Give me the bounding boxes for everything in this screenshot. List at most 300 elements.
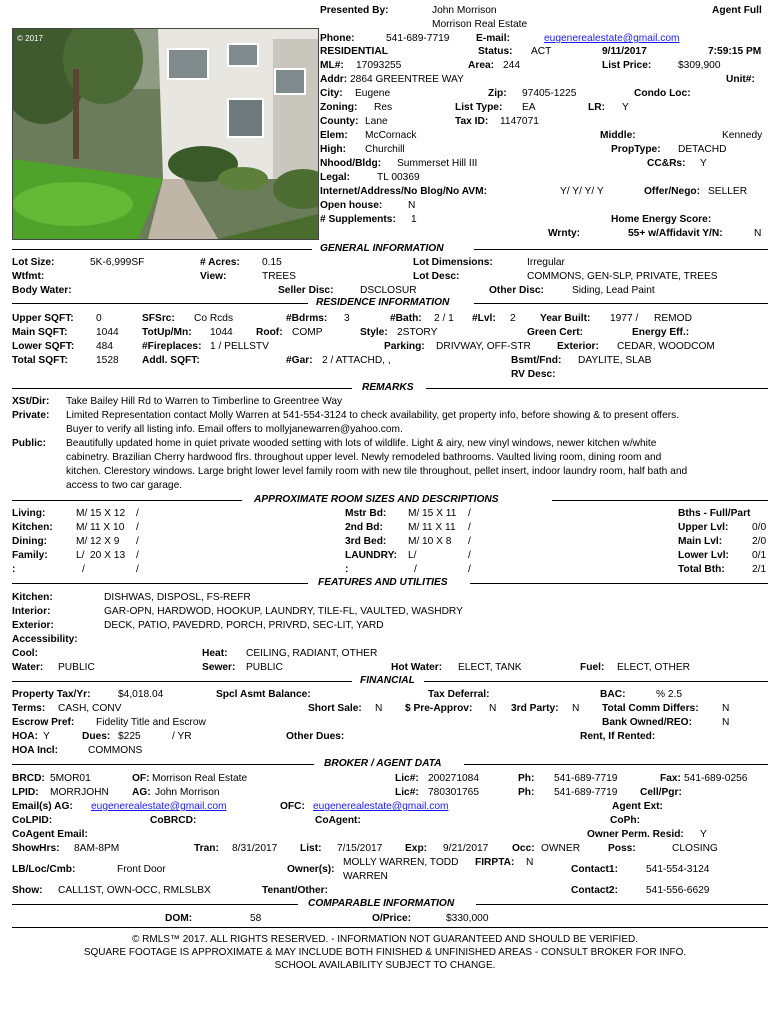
brcd-value: 5MOR01 [50,773,91,784]
section-title-remarks: REMARKS [362,382,414,393]
owners-value-line1: MOLLY WARREN, TODD [343,857,459,868]
room-level: M/ [76,522,88,533]
room-slash: / [468,522,471,533]
section-features [12,577,768,589]
cool-label: Cool: [12,648,39,659]
legal-value: TL 00369 [377,172,420,183]
fuel-value: ELECT, OTHER [617,662,691,673]
county-label: County: [320,116,359,127]
year-built-value: 1977 / [610,313,639,324]
section-comparable [12,898,768,910]
fireplaces-value: 1 / PELLSTV [210,341,269,352]
phone-label: Phone: [320,33,355,44]
bath-level-label: Upper Lvl: [678,522,729,533]
ccrs-value: Y [700,158,707,169]
zoning-value: Res [374,102,393,113]
upper-sqft-label: Upper SQFT: [12,313,74,324]
room-label: Mstr Bd: [345,508,387,519]
middle-value: Kennedy [722,130,763,141]
agent-value: John Morrison [155,787,220,798]
escrow-pref-value: Fidelity Title and Escrow [96,717,206,728]
room-level: / [414,564,417,575]
bath-level-value: 2/1 [752,564,767,575]
internet-value: Y/ Y/ Y/ Y [560,186,604,197]
heat-label: Heat: [202,648,228,659]
room-size: 12 X 9 [90,536,120,547]
total-sqft-label: Total SQFT: [12,355,68,366]
tran-value: 8/31/2017 [232,843,278,854]
water-label: Water: [12,662,44,673]
ofc-email-label: OFC: [280,801,305,812]
cell-label: Cell/Pgr: [640,787,682,798]
listing-type: RESIDENTIAL [320,46,388,57]
contact2-label: Contact2: [571,885,618,896]
short-sale-value: N [375,703,383,714]
area-value: 244 [503,60,520,71]
main-sqft-value: 1044 [96,327,119,338]
room-label: : [12,564,16,575]
bath-level-label: Total Bth: [678,564,725,575]
hoa-incl-label: HOA Incl: [12,745,59,756]
addr-value: 2864 GREENTREE WAY [350,74,464,85]
bath-level-value: 0/0 [752,522,767,533]
property-tax-label: Property Tax/Yr: [12,689,91,700]
xst-value: Take Bailey Hill Rd to Warren to Timberline to Greentree Way [66,396,343,407]
lr-value: Y [622,102,629,113]
rv-desc-label: RV Desc: [511,369,556,380]
bath-level-label: Main Lvl: [678,536,723,547]
hot-water-label: Hot Water: [391,662,443,673]
room-slash: / [468,564,471,575]
private-label: Private: [12,410,50,421]
kitchen-features-value: DISHWAS, DISPOSL, FS-REFR [104,592,251,603]
internet-label: Internet/Address/No Blog/No AVM: [320,186,487,197]
room-label: Kitchen: [12,522,53,533]
owners-label: Owner(s): [287,864,335,875]
other-disc-label: Other Disc: [489,285,544,296]
parking-value: DRIVWAY, OFF-STR [436,341,531,352]
list-price-label: List Price: [602,60,652,71]
section-title-rooms: APPROXIMATE ROOM SIZES AND DESCRIPTIONS [254,494,499,505]
list-date-value: 7/15/2017 [337,843,383,854]
status-label: Status: [478,46,513,57]
footer-divider [12,927,768,928]
phone-value: 541-689-7719 [386,33,450,44]
bath-level-value: 2/0 [752,536,767,547]
dom-label: DOM: [165,913,193,924]
section-financial [12,675,768,687]
garage-label: #Gar: [286,355,313,366]
room-label: 2nd Bd: [345,522,383,533]
section-residence [12,297,768,309]
view-value: TREES [262,271,296,282]
sewer-value: PUBLIC [246,662,283,673]
middle-label: Middle: [600,130,636,141]
lpid-label: LPID: [12,787,39,798]
oprice-label: O/Price: [372,913,412,924]
bath-level-label: Lower Lvl: [678,550,729,561]
zip-value: 97405-1225 [522,88,577,99]
room-size: 15 X 12 [90,508,126,519]
sfsrc-label: SFSrc: [142,313,175,324]
room-level: L/ [76,550,85,561]
lb-label: LB/Loc/Cmb: [12,864,76,875]
list-type-label: List Type: [455,102,503,113]
zoning-label: Zoning: [320,102,358,113]
office-phone-label: Ph: [518,773,535,784]
showhrs-label: ShowHrs: [12,843,60,854]
property-tax-value: $4,018.04 [118,689,164,700]
room-level: L/ [408,550,417,561]
bath-label: #Bath: [390,313,422,324]
agent-email-label: Email(s) AG: [12,801,73,812]
exterior-features-value: DECK, PATIO, PAVEDRD, PORCH, PRIVRD, SEC-LIT, YARD [104,620,384,631]
xst-label: XSt/Dir: [12,396,50,407]
lvl-value: 2 [510,313,516,324]
bath-value: 2 / 1 [434,313,454,324]
coagent-email-label: CoAgent Email: [12,829,88,840]
energy-eff-label: Energy Eff.: [632,327,690,338]
tenant-label: Tenant/Other: [262,885,329,896]
status-value: ACT [531,46,552,57]
room-slash: / [136,564,139,575]
office-lic-label: Lic#: [395,773,419,784]
comm-differs-label: Total Comm Differs: [602,703,699,714]
short-sale-label: Short Sale: [308,703,362,714]
lvl-label: #Lvl: [472,313,496,324]
elem-value: McCornack [365,130,417,141]
seller-disc-value: DSCLOSUR [360,285,417,296]
ofc-email-link[interactable]: eugenerealestate@gmail.com [313,801,449,812]
seller-disc-label: Seller Disc: [278,285,334,296]
dues-period: / YR [172,731,192,742]
section-rooms [12,494,768,506]
lot-desc-value: COMMONS, GEN-SLP, PRIVATE, TREES [527,271,718,282]
totup-label: TotUp/Mn: [142,327,192,338]
terms-value: CASH, CONV [58,703,122,714]
main-sqft-label: Main SQFT: [12,327,68,338]
tax-id-label: Tax ID: [455,116,489,127]
proptype-label: PropType: [611,144,661,155]
comm-differs-value: N [722,703,730,714]
email-link[interactable]: eugenerealestate@gmail.com [544,33,680,44]
pre-approv-label: $ Pre-Approv: [405,703,473,714]
offer-nego-value: SELLER [708,186,748,197]
interior-features-label: Interior: [12,606,51,617]
room-size: 11 X 10 [90,522,125,533]
room-level: M/ [76,508,88,519]
section-title-comparable: COMPARABLE INFORMATION [308,898,455,909]
fax-label: Fax: [660,773,681,784]
room-label: Family: [12,550,48,561]
total-sqft-value: 1528 [96,355,119,366]
brcd-label: BRCD: [12,773,45,784]
offer-nego-label: Offer/Nego: [644,186,701,197]
room-label: Living: [12,508,46,519]
lot-size-label: Lot Size: [12,257,55,268]
bank-owned-value: N [722,717,730,728]
report-date: 9/11/2017 [602,46,647,57]
escrow-pref-label: Escrow Pref: [12,717,75,728]
lot-desc-label: Lot Desc: [413,271,460,282]
office-name: Morrison Real Estate [432,19,528,30]
addr-label: Addr: [320,74,348,85]
house-photo-illustration [13,29,318,239]
section-general [12,243,768,255]
room-label: Dining: [12,536,48,547]
kitchen-features-label: Kitchen: [12,592,53,603]
affidavit-label: 55+ w/Affidavit Y/N: [628,228,723,239]
photo-watermark: © 2017 [17,34,43,43]
sewer-label: Sewer: [202,662,236,673]
email-label: E-mail: [476,33,510,44]
exp-label: Exp: [405,843,428,854]
coagent-label: CoAgent: [315,815,361,826]
roof-label: Roof: [256,327,283,338]
room-label: LAUNDRY: [345,550,398,561]
bac-label: BAC: [600,689,626,700]
section-title-features: FEATURES AND UTILITIES [318,577,448,588]
exterior-label: Exterior: [557,341,599,352]
accessibility-label: Accessibility: [12,634,78,645]
private-remarks-line: Buyer to verify all listing info. Email offers to mollyjanewarren@yahoo.com. [66,424,403,435]
room-size: 15 X 11 [422,508,457,519]
bdrms-label: #Bdrms: [286,313,328,324]
dom-value: 58 [250,913,262,924]
tran-label: Tran: [194,843,219,854]
exterior-features-label: Exterior: [12,620,54,631]
fax-value: 541-689-0256 [684,773,748,784]
property-photo [12,28,319,240]
report-type: Agent Full [712,5,762,16]
lot-dim-value: Irregular [527,257,565,268]
tax-id-value: 1147071 [500,116,539,127]
fuel-label: Fuel: [580,662,605,673]
firpta-value: N [526,857,534,868]
agent-name: John Morrison [432,5,497,16]
section-remarks [12,382,768,394]
third-party-label: 3rd Party: [511,703,559,714]
view-label: View: [200,271,227,282]
ccrs-label: CC&Rs: [647,158,686,169]
acres-label: # Acres: [200,257,240,268]
legal-label: Legal: [320,172,351,183]
ml-value: 17093255 [356,60,402,71]
agent-phone-label: Ph: [518,787,535,798]
show-value: CALL1ST, OWN-OCC, RMLSLBX [58,885,211,896]
other-disc-value: Siding, Lead Paint [572,285,655,296]
third-party-value: N [572,703,580,714]
public-label: Public: [12,438,46,449]
section-title-financial: FINANCIAL [360,675,415,686]
tax-deferral-label: Tax Deferral: [428,689,490,700]
room-level: M/ [408,522,420,533]
section-title-general: GENERAL INFORMATION [320,243,444,254]
other-dues-label: Other Dues: [286,731,345,742]
agent-ext-label: Agent Ext: [612,801,663,812]
area-label: Area: [468,60,495,71]
bath-level-value: 0/1 [752,550,767,561]
office-code-value: Morrison Real Estate [152,773,248,784]
office-phone-value: 541-689-7719 [554,773,618,784]
owner-perm-label: Owner Perm. Resid: [587,829,684,840]
room-size: 20 X 13 [90,550,126,561]
show-label: Show: [12,885,43,896]
parking-label: Parking: [384,341,425,352]
body-water-label: Body Water: [12,285,72,296]
oprice-value: $330,000 [446,913,489,924]
room-slash: / [136,536,139,547]
list-price-value: $309,900 [678,60,721,71]
sfsrc-value: Co Rcds [194,313,234,324]
unit-label: Unit#: [726,74,755,85]
occ-label: Occ: [512,843,535,854]
year-built-label: Year Built: [540,313,591,324]
nhood-value: Summerset Hill III [397,158,478,169]
baths-title: Bths - Full/Part [678,508,751,519]
agent-label: AG: [132,787,151,798]
colpid-label: CoLPID: [12,815,53,826]
lot-size-value: 5K-6,999SF [90,257,145,268]
home-energy-label: Home Energy Score: [611,214,712,225]
room-level: M/ [408,508,420,519]
presented-by-label: Presented By: [320,5,389,16]
acres-value: 0.15 [262,257,282,268]
bdrms-value: 3 [344,313,350,324]
fireplaces-label: #Fireplaces: [142,341,202,352]
public-remarks-line: kitchen. Clerestory windows. Large bright lower level family room with new tile throughout, pellet insert, indoor laundry room, half bath and [66,466,688,477]
green-cert-label: Green Cert: [527,327,584,338]
interior-features-value: GAR-OPN, HARDWOD, HOOKUP, LAUNDRY, TILE-FL, VAULTED, WASHDRY [104,606,463,617]
contact1-label: Contact1: [571,864,618,875]
proptype-value: DETACHD [678,144,727,155]
hoa-label: HOA: [12,731,39,742]
city-value: Eugene [355,88,391,99]
room-slash: / [468,550,471,561]
county-value: Lane [365,116,388,127]
section-broker [12,758,768,770]
elem-label: Elem: [320,130,348,141]
water-value: PUBLIC [58,662,95,673]
owners-value-line2: WARREN [343,871,388,882]
hoa-value: Y [43,731,50,742]
condo-loc-label: Condo Loc: [634,88,691,99]
supplements-value: 1 [411,214,417,225]
room-slash: / [468,536,471,547]
private-remarks-line: Limited Representation contact Molly Warren at 541-554-3124 to check availability, get property info, before showing & to present offers. [66,410,680,421]
footer-school-disclaimer: SCHOOL AVAILABILITY SUBJECT TO CHANGE. [274,960,496,971]
list-date-label: List: [300,843,322,854]
open-house-label: Open house: [320,200,383,211]
cobrcd-label: CoBRCD: [150,815,197,826]
affidavit-value: N [754,228,762,239]
dues-value: $225 [118,731,141,742]
section-title-broker: BROKER / AGENT DATA [324,758,442,769]
heat-value: CEILING, RADIANT, OTHER [246,648,378,659]
room-size: 10 X 8 [422,536,452,547]
room-size: 11 X 11 [422,522,456,533]
lower-sqft-value: 484 [96,341,113,352]
agent-lic-label: Lic#: [395,787,419,798]
lower-sqft-label: Lower SQFT: [12,341,75,352]
bac-value: % 2.5 [656,689,683,700]
bsmt-label: Bsmt/Fnd: [511,355,562,366]
supplements-label: # Supplements: [320,214,396,225]
firpta-label: FIRPTA: [475,857,515,868]
bsmt-value: DAYLITE, SLAB [578,355,652,366]
poss-label: Poss: [608,843,636,854]
bank-owned-label: Bank Owned/REO: [602,717,693,728]
footer-sqft-disclaimer: SQUARE FOOTAGE IS APPROXIMATE & MAY INCLUDE BOTH FINISHED & UNFINISHED AREAS - CONSULT BROKER FOR INFO. [83,947,687,958]
lot-dim-label: Lot Dimensions: [413,257,493,268]
room-level: / [82,564,85,575]
coph-label: CoPh: [610,815,640,826]
upper-sqft-value: 0 [96,313,102,324]
rent-label: Rent, If Rented: [580,731,656,742]
city-label: City: [320,88,343,99]
roof-value: COMP [292,327,323,338]
room-level: M/ [408,536,420,547]
section-title-residence: RESIDENCE INFORMATION [316,297,450,308]
office-lic-value: 200271084 [428,773,479,784]
hot-water-value: ELECT, TANK [458,662,522,673]
room-level: M/ [76,536,88,547]
agent-email-link[interactable]: eugenerealestate@gmail.com [91,801,227,812]
ml-label: ML#: [320,60,344,71]
exterior-value: CEDAR, WOODCOM [617,341,715,352]
room-slash: / [468,508,471,519]
pre-approv-value: N [489,703,497,714]
list-type-value: EA [522,102,536,113]
style-value: 2STORY [397,327,438,338]
contact2-value: 541-556-6629 [646,885,710,896]
terms-label: Terms: [12,703,46,714]
report-time: 7:59:15 PM [708,46,762,57]
open-house-value: N [408,200,416,211]
office-code-label: OF: [132,773,150,784]
showhrs-value: 8AM-8PM [74,843,120,854]
contact1-value: 541-554-3124 [646,864,710,875]
dues-label: Dues: [82,731,111,742]
wrnty-label: Wrnty: [548,228,581,239]
public-remarks-line: Beautifully updated home in quiet private wooded setting with lots of wildlife. Light & airy, new vinyl windows, newer kitchen w/white [66,438,657,449]
garage-value: 2 / ATTACHD, , [322,355,391,366]
public-remarks-line: cabinetry. Brazilian Cherry hardwood flrs. throughout upper level. Newly remodeled bathrooms. Vaulted living room, dining room and [66,452,662,463]
public-remarks-line: access to two car garage. [66,480,183,491]
room-slash: / [136,550,139,561]
addl-sqft-label: Addl. SQFT: [142,355,200,366]
high-value: Churchill [365,144,405,155]
zip-label: Zip: [488,88,507,99]
room-slash: / [136,522,139,533]
occ-value: OWNER [541,843,581,854]
room-label: 3rd Bed: [345,536,387,547]
lpid-value: MORRJOHN [50,787,109,798]
lb-value: Front Door [117,864,166,875]
nhood-label: Nhood/Bldg: [320,158,382,169]
agent-phone-value: 541-689-7719 [554,787,618,798]
wtfmt-label: Wtfmt: [12,271,45,282]
owner-perm-value: Y [700,829,707,840]
style-label: Style: [360,327,388,338]
high-label: High: [320,144,347,155]
remodeled-note: REMOD [654,313,692,324]
agent-lic-value: 780301765 [428,787,479,798]
room-slash: / [136,508,139,519]
totup-value: 1044 [210,327,233,338]
lr-label: LR: [588,102,605,113]
hoa-incl-value: COMMONS [88,745,143,756]
